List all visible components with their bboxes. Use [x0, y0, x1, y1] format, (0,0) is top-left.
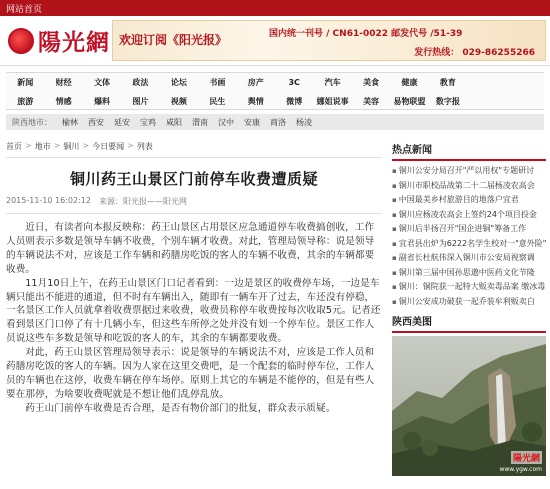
breadcrumb-item[interactable]: 地市	[34, 142, 51, 151]
city-link[interactable]: 延安	[114, 117, 130, 127]
city-link[interactable]: 榆林	[62, 117, 78, 127]
hot-news-item[interactable]: ▪ 铜川公安成功破获一起乔装牟利贩卖白	[392, 295, 546, 310]
nav-item[interactable]: 政法	[132, 78, 149, 87]
hot-news-item[interactable]: ▪ 铜川市职校品战第二十二届杨凌农高会	[392, 179, 546, 194]
sidebar	[392, 141, 546, 476]
nav-item[interactable]: 健康	[401, 78, 418, 87]
nav-item[interactable]: 论坛	[170, 78, 187, 87]
main-navigation	[6, 72, 544, 110]
article-column	[6, 141, 382, 416]
article-body	[6, 221, 382, 416]
breadcrumb-separator: >	[25, 141, 32, 150]
hot-news-item[interactable]: ▪ 铜川第三届中国孙思邈中医药文化节隆	[392, 266, 546, 281]
city-bar-label: 陕西地市：	[12, 117, 52, 127]
breadcrumb-item[interactable]: 今日要闻	[92, 142, 125, 151]
nav-item[interactable]: 娜姐说事	[316, 97, 349, 106]
breadcrumb-item[interactable]: 首页	[6, 142, 22, 151]
nav-item[interactable]: 美食	[363, 78, 380, 87]
city-link[interactable]: 咸阳	[166, 117, 182, 127]
city-link[interactable]: 安康	[244, 117, 260, 127]
article-date: 2015-11-10 16:02:12	[6, 196, 91, 205]
hot-news-item[interactable]: ▪ 铜川公安分局召开"严以用权"专题研讨	[392, 164, 546, 179]
city-link[interactable]: 汉中	[218, 117, 234, 127]
nav-item[interactable]: 图片	[132, 97, 149, 106]
banner-hotline: 发行热线： 029-86255266	[414, 48, 535, 58]
nav-item[interactable]: 视频	[170, 97, 187, 106]
nav-item-spacer	[467, 73, 505, 92]
article-meta	[6, 196, 382, 214]
logo-text: 陽光網	[38, 29, 110, 56]
nav-item[interactable]: 教育	[439, 78, 456, 87]
nav-item[interactable]: 3C	[288, 78, 300, 87]
banner-issue-number: 国内统一刊号 / CN61-0022 邮发代号 /51-39	[269, 29, 463, 39]
article-source: 来源：阳光报——阳光网	[98, 197, 187, 206]
breadcrumb-separator: >	[53, 141, 61, 150]
breadcrumb-separator: >	[82, 141, 90, 150]
breadcrumb-item[interactable]: 列表	[136, 142, 153, 151]
sun-logo-icon	[8, 28, 34, 54]
nav-item[interactable]: 数字报	[435, 97, 460, 106]
banner-title: 欢迎订阅《阳光报》	[119, 33, 228, 47]
nav-item-spacer	[506, 92, 544, 111]
nav-item[interactable]: 易物联盟	[393, 97, 426, 106]
nav-item[interactable]: 微博	[286, 97, 303, 106]
article-title: 铜川药王山景区门前停车收费遭质疑	[69, 170, 318, 188]
nav-item[interactable]: 新闻	[17, 78, 34, 87]
article-paragraph: 药王山门前停车收费是否合理，是否有物价部门的批复，群众表示质疑。	[25, 402, 336, 414]
home-link[interactable]: 网站首页	[6, 4, 43, 15]
subscription-banner[interactable]	[112, 20, 546, 61]
city-link[interactable]: 宝鸡	[140, 117, 156, 127]
photo-watermark-url: www.ygw.com	[499, 466, 542, 474]
nav-item[interactable]: 爆料	[94, 97, 111, 106]
city-link[interactable]: 渭南	[192, 117, 208, 127]
nav-item[interactable]: 民生	[209, 97, 226, 106]
hot-news-item[interactable]: ▪ 铜川应杨凌农高会上签约24个项目投金	[392, 208, 546, 223]
nav-item-spacer	[467, 92, 505, 111]
site-header	[0, 16, 550, 66]
hot-news-item[interactable]: ▪ 副省长杜航伟深入铜川市公安局视察调	[392, 251, 546, 266]
hot-news-item[interactable]: ▪ 宜君县出炉为6222名学生校对一"意外险"	[392, 237, 546, 252]
hot-news-item[interactable]: ▪ 中国最美乡村旅游目的地落户宜君	[392, 193, 546, 208]
site-logo[interactable]	[0, 24, 112, 57]
nav-item[interactable]: 书画	[209, 78, 226, 87]
article-paragraph: 对此，药王山景区管理局领导表示：说是领导的车辆说法不对，应该是工作人员和药膳房吃饭的客人的车辆。因为人家在这里交费吧，是一个配套的临时停车位，工作人员的车辆也在这停，收费车辆在停车场停。原则上其它的车辆是不能停的，但是有些人要在那停，为啥要收费呢就是不想让他们乱停乱放。	[6, 347, 375, 400]
nav-item-spacer	[506, 73, 544, 92]
photo-section-title: 陕西美图	[392, 313, 546, 333]
nav-item[interactable]: 房产	[247, 78, 264, 87]
nav-item[interactable]: 文体	[94, 78, 111, 87]
breadcrumb	[6, 141, 382, 158]
nav-item[interactable]: 美容	[363, 97, 380, 106]
hot-news-item[interactable]: ▪ 铜川后半扬召开"国企进铜"筹备工作	[392, 222, 546, 237]
nav-item[interactable]: 情感	[55, 97, 72, 106]
photo-watermark: 陽光網	[511, 451, 542, 464]
nav-item[interactable]: 旅游	[17, 97, 34, 106]
nav-item[interactable]: 舆情	[247, 97, 264, 106]
hot-news-title: 热点新闻	[392, 141, 546, 161]
breadcrumb-separator: >	[127, 141, 134, 150]
landscape-photo[interactable]	[392, 336, 546, 476]
nav-item[interactable]: 财经	[55, 78, 72, 87]
city-link[interactable]: 杨凌	[296, 117, 312, 127]
article-paragraph: 11月10日上午，在药王山景区门口记者看到：一边是景区的收费停车场，一边是车辆只能出不能进的通道，但不时有车辆出入，随即有一辆车开了过去，车还没有停稳，一名景区工作人员就拿着收费票据过来收费，收费员称停车收费按每次收取5元。记者还看到景区门口停了有十几辆小车，但这些车所停之处并没有划一个停车位。景区工作人员说这些车多数是领导和吃饭的客人的车，其余的车辆都要收费。	[6, 277, 381, 345]
top-bar	[0, 0, 550, 16]
breadcrumb-item[interactable]: 铜川	[63, 142, 80, 151]
hot-news-list	[392, 164, 546, 309]
city-link[interactable]: 商洛	[270, 117, 286, 127]
hot-news-item[interactable]: ▪ 铜川：铜院获一起特大贩卖毒品案 缴冰毒	[392, 280, 546, 295]
city-link[interactable]: 西安	[88, 117, 104, 127]
article-paragraph: 近日，有读者向本报反映称：药王山景区占用景区应急通道停车收费搞创收，工作人员则表示多数是领导车辆不收费，个别车辆才收费。对此，管理局领导称：说是领导的车辆说法不对，应该是工作车辆和药膳房吃饭的客人的车辆不收费，其余的车辆都要收费。	[6, 222, 375, 275]
nav-item[interactable]: 汽车	[324, 78, 341, 87]
city-bar	[6, 114, 544, 130]
